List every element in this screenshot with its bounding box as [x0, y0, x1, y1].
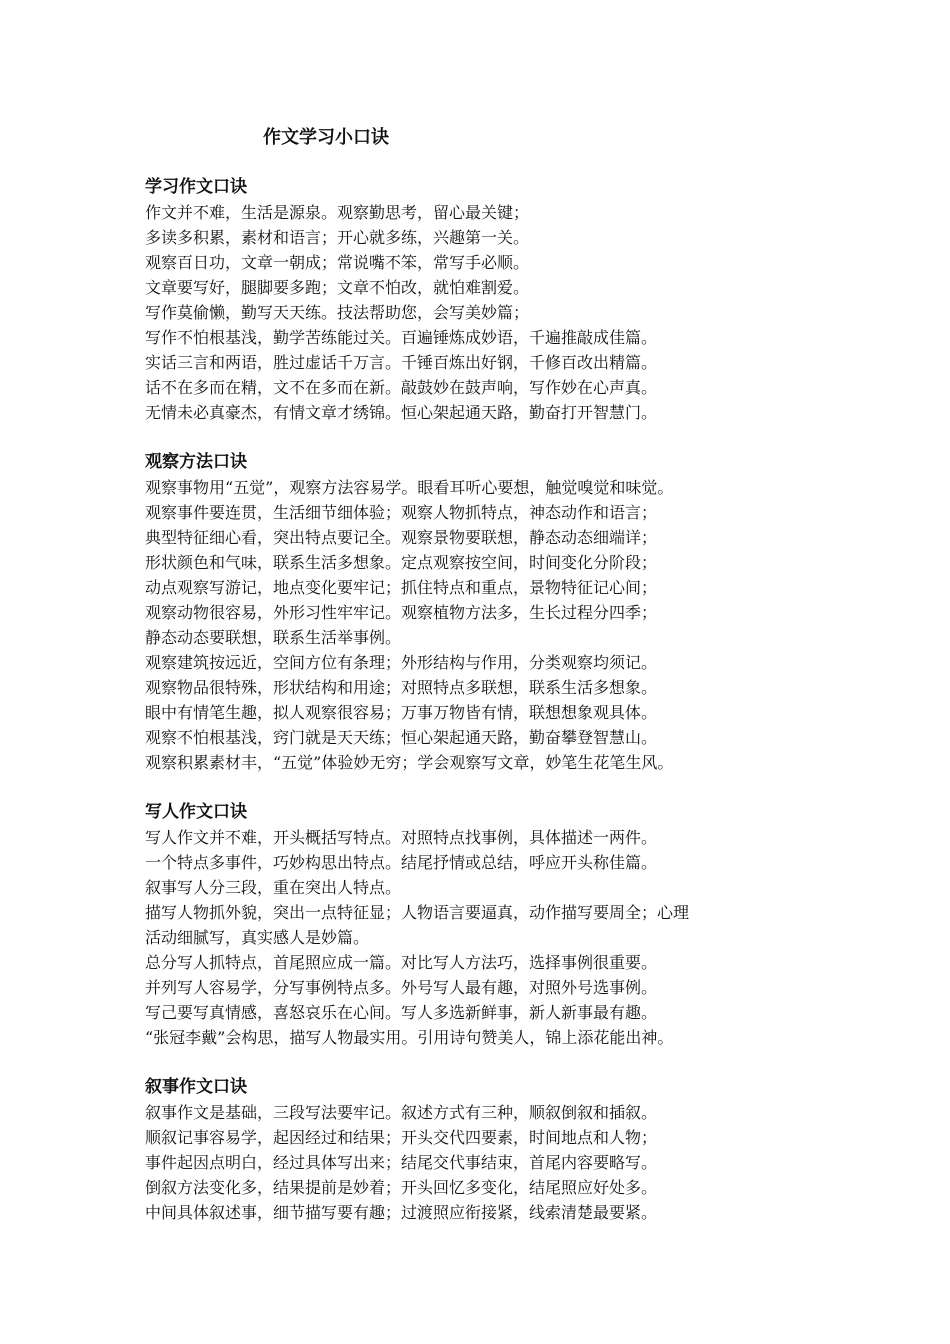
text-line: 观察积累素材丰，“五觉”体验妙无穷；学会观察写文章，妙笔生花笔生风。: [145, 753, 674, 772]
text-line: 写作不怕根基浅，勤学苦练能过关。百遍锤炼成妙语，千遍推敲成佳篇。: [145, 328, 658, 347]
text-line: 叙事写人分三段，重在突出人特点。: [145, 878, 402, 897]
section-heading: 学习作文口诀: [145, 177, 247, 197]
document-body: [145, 175, 810, 1250]
text-line: 眼中有情笔生趣，拟人观察很容易；万事万物皆有情，联想想象观具体。: [145, 703, 658, 722]
text-line: 观察百日功，文章一朝成；常说嘴不笨，常写手必顺。: [145, 253, 530, 272]
text-line: 中间具体叙述事，细节描写要有趣；过渡照应衔接紧，线索清楚最要紧。: [145, 1203, 658, 1222]
section: [145, 800, 810, 1050]
text-line: 多读多积累，素材和语言；开心就多练，兴趣第一关。: [145, 228, 530, 247]
section-heading: 观察方法口诀: [145, 452, 247, 472]
text-line: 观察建筑按远近，空间方位有条理；外形结构与作用，分类观察均须记。: [145, 653, 658, 672]
text-line: 并列写人容易学，分写事例特点多。外号写人最有趣，对照外号选事例。: [145, 978, 658, 997]
text-line: 典型特征细心看，突出特点要记全。观察景物要联想，静态动态细端详；: [145, 528, 658, 547]
text-line: 观察动物很容易，外形习性牢牢记。观察植物方法多，生长过程分四季；: [145, 603, 658, 622]
text-line: 静态动态要联想，联系生活举事例。: [145, 628, 402, 647]
text-line: 形状颜色和气味，联系生活多想象。定点观察按空间，时间变化分阶段；: [145, 553, 658, 572]
text-line: 文章要写好，腿脚要多跑；文章不怕改，就怕难割爱。: [145, 278, 530, 297]
text-line: 写人作文并不难，开头概括写特点。对照特点找事例，具体描述一两件。: [145, 828, 658, 847]
section: [145, 1075, 810, 1225]
text-line: 话不在多而在精，文不在多而在新。敲鼓妙在鼓声响，写作妙在心声真。: [145, 378, 658, 397]
page-title: 作文学习小口诀: [263, 127, 389, 148]
text-line: 写作莫偷懒，勤写天天练。技法帮助您，会写美妙篇；: [145, 303, 530, 322]
text-line: 无情未必真豪杰，有情文章才绣锦。恒心架起通天路，勤奋打开智慧门。: [145, 403, 658, 422]
text-line: 观察物品很特殊，形状结构和用途；对照特点多联想，联系生活多想象。: [145, 678, 658, 697]
text-line: 实话三言和两语，胜过虚话千万言。千锤百炼出好钢，千修百改出精篇。: [145, 353, 658, 372]
text-line: 顺叙记事容易学，起因经过和结果；开头交代四要素，时间地点和人物；: [145, 1128, 658, 1147]
text-line: 描写人物抓外貌，突出一点特征显；人物语言要逼真，动作描写要周全；心理: [145, 903, 690, 922]
text-line: 一个特点多事件，巧妙构思出特点。结尾抒情或总结，呼应开头称佳篇。: [145, 853, 658, 872]
text-line: 叙事作文是基础，三段写法要牢记。叙述方式有三种，顺叙倒叙和插叙。: [145, 1103, 658, 1122]
text-line: 事件起因点明白，经过具体写出来；结尾交代事结束，首尾内容要略写。: [145, 1153, 658, 1172]
text-line: 倒叙方法变化多，结果提前是妙着；开头回忆多变化，结尾照应好处多。: [145, 1178, 658, 1197]
text-line: 观察不怕根基浅，窍门就是天天练；恒心架起通天路，勤奋攀登智慧山。: [145, 728, 658, 747]
section-heading: 叙事作文口诀: [145, 1077, 247, 1097]
section: [145, 175, 810, 425]
text-line: 写己要写真情感，喜怒哀乐在心间。写人多选新鲜事，新人新事最有趣。: [145, 1003, 658, 1022]
text-line: 观察事物用“五觉”，观察方法容易学。眼看耳听心要想，触觉嗅觉和味觉。: [145, 478, 674, 497]
text-line: 观察事件要连贯，生活细节细体验；观察人物抓特点，神态动作和语言；: [145, 503, 658, 522]
text-line: 活动细腻写，真实感人是妙篇。: [145, 928, 370, 947]
text-line: 总分写人抓特点，首尾照应成一篇。对比写人方法巧，选择事例很重要。: [145, 953, 658, 972]
text-line: 动点观察写游记，地点变化要牢记；抓住特点和重点，景物特征记心间；: [145, 578, 658, 597]
text-line: “张冠李戴”会构思，描写人物最实用。引用诗句赞美人，锦上添花能出神。: [145, 1028, 674, 1047]
section-heading: 写人作文口诀: [145, 802, 247, 822]
text-line: 作文并不难，生活是源泉。观察勤思考，留心最关键；: [145, 203, 530, 222]
section: [145, 450, 810, 775]
